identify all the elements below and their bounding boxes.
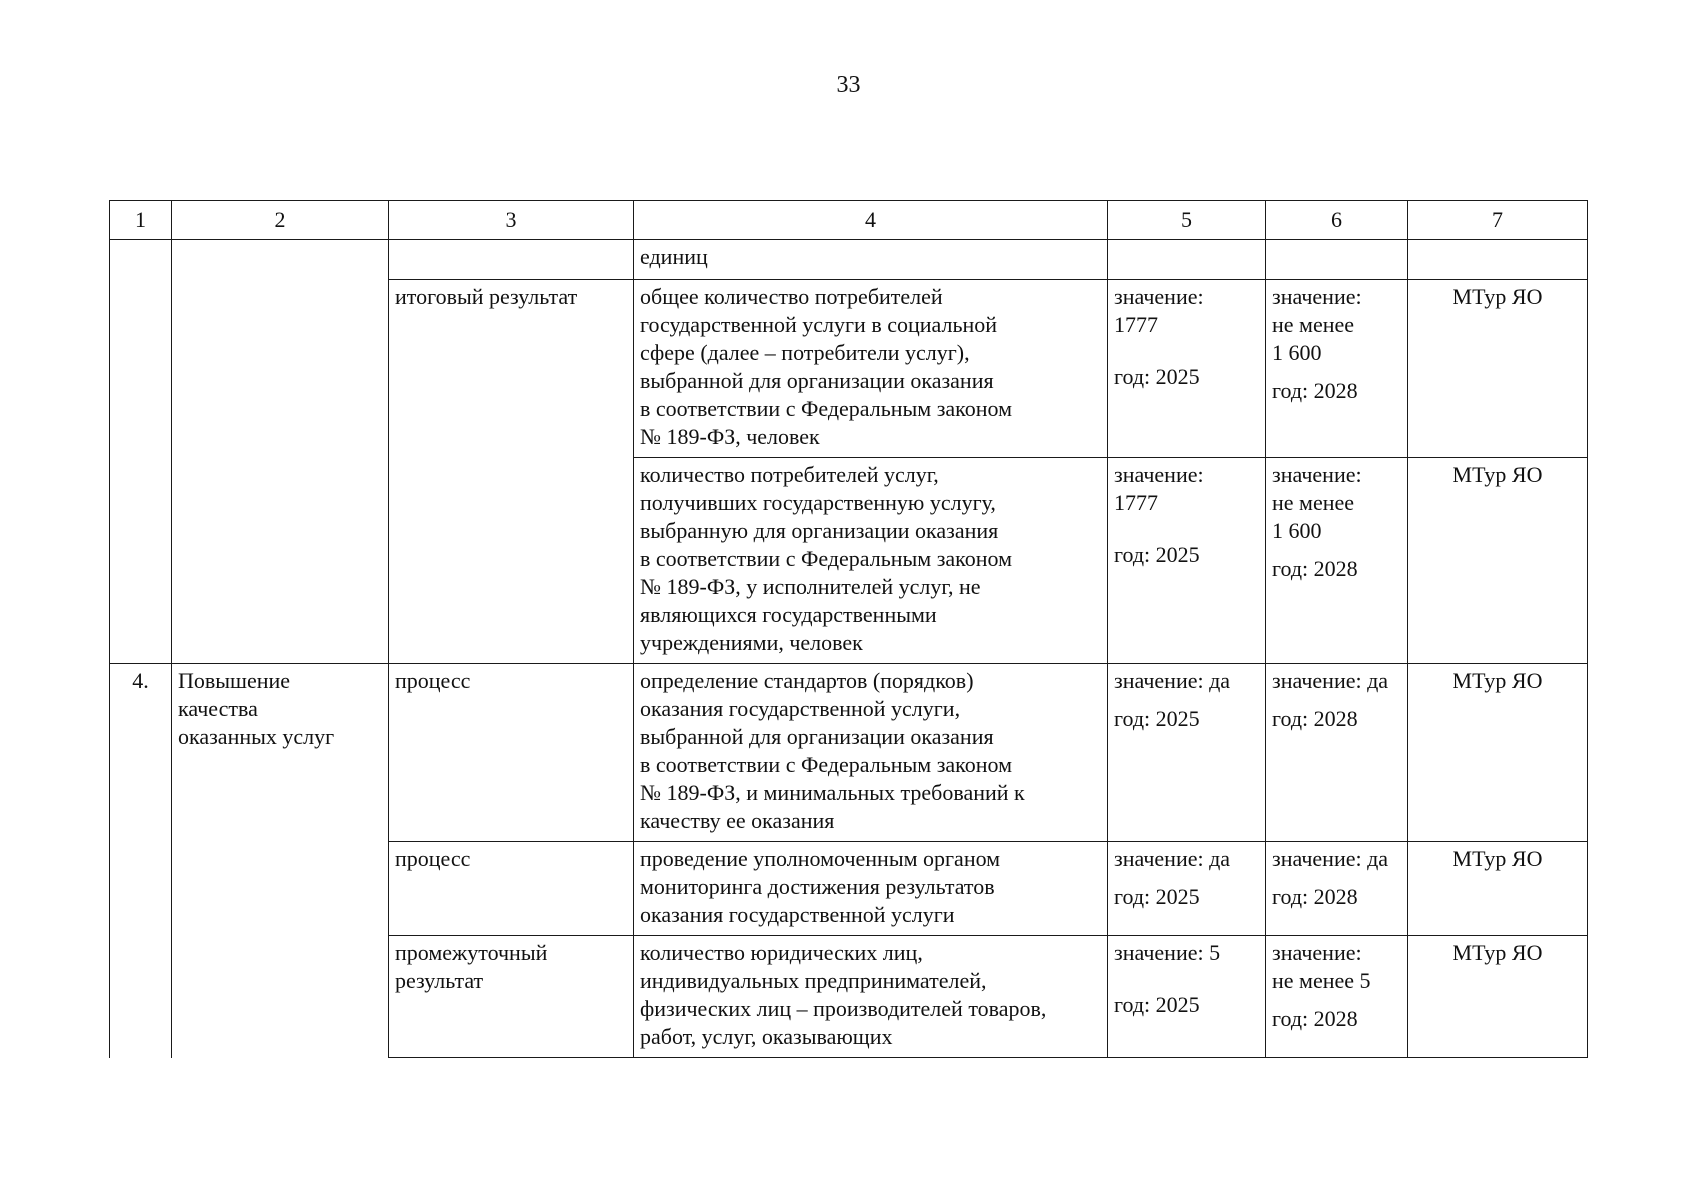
base-year: год: 2025 xyxy=(1114,884,1200,909)
base-value: значение: да xyxy=(1114,668,1231,693)
responsible-cell: МТур ЯО xyxy=(1408,842,1588,936)
target-cell xyxy=(1266,842,1408,936)
indicator-cell xyxy=(634,458,1108,664)
indicator-text: общее количество потребителей государственной услуги в социальной сфере (далее – потребители услуг), выбранной для организации оказания в соответствии с Федеральным законом № 189-ФЗ, человек xyxy=(640,284,1013,449)
type-cell xyxy=(389,280,634,664)
type-cell xyxy=(389,240,634,280)
indicator-text: количество потребителей услуг, получивших государственную услугу, выбранную для организации оказания в соответствии с Федеральным законом № 189-ФЗ, у исполнителей услуг, не являющихся государственными учреждениями, человек xyxy=(640,462,1013,655)
header-cell: 5 xyxy=(1108,201,1266,240)
target-value: значение: да xyxy=(1272,668,1389,693)
header-cell: 7 xyxy=(1408,201,1588,240)
table-row xyxy=(110,664,1588,842)
indicator-cell xyxy=(634,842,1108,936)
target-cell xyxy=(1266,280,1408,458)
target-cell xyxy=(1266,458,1408,664)
target-year: год: 2028 xyxy=(1272,1006,1358,1031)
indicator-text: определение стандартов (порядков) оказания государственной услуги, выбранной для организации оказания в соответствии с Федеральным законом № 189-ФЗ, и минимальных требований к качеству ее оказания xyxy=(640,668,1025,833)
base-cell xyxy=(1108,936,1266,1058)
base-cell xyxy=(1108,240,1266,280)
num-cell xyxy=(110,240,172,664)
header-cell: 4 xyxy=(634,201,1108,240)
target-value: значение: не менее 1 600 xyxy=(1272,284,1362,365)
base-year: год: 2025 xyxy=(1114,364,1200,389)
target-year: год: 2028 xyxy=(1272,884,1358,909)
target-value: значение: да xyxy=(1272,846,1389,871)
target-value: значение: не менее 5 xyxy=(1272,940,1371,993)
target-cell xyxy=(1266,240,1408,280)
header-cell: 2 xyxy=(172,201,389,240)
responsible-cell: МТур ЯО xyxy=(1408,664,1588,842)
type-cell: процесс xyxy=(389,664,634,842)
indicators-table xyxy=(109,200,1588,1058)
indicator-text: проведение уполномоченным органом мониторинга достижения результатов оказания государственной услуги xyxy=(640,846,1001,927)
responsible-cell: МТур ЯО xyxy=(1408,280,1588,458)
header-cell: 1 xyxy=(110,201,172,240)
type-cell xyxy=(389,936,634,1058)
indicator-cell: единиц xyxy=(634,240,1108,280)
base-value: значение: 1777 xyxy=(1114,462,1204,515)
responsible-cell xyxy=(1408,240,1588,280)
base-year: год: 2025 xyxy=(1114,542,1200,567)
type-text: промежуточный результат xyxy=(395,940,548,993)
header-cell: 6 xyxy=(1266,201,1408,240)
task-cell xyxy=(172,664,389,1058)
indicator-cell xyxy=(634,664,1108,842)
target-cell xyxy=(1266,664,1408,842)
type-text: итоговый результат xyxy=(395,284,578,309)
target-value: значение: не менее 1 600 xyxy=(1272,462,1362,543)
table-header-row xyxy=(110,201,1588,240)
type-cell: процесс xyxy=(389,842,634,936)
responsible-cell: МТур ЯО xyxy=(1408,936,1588,1058)
task-text: Повышение качества оказанных услуг xyxy=(178,668,335,749)
task-cell xyxy=(172,240,389,664)
base-cell xyxy=(1108,664,1266,842)
base-year: год: 2025 xyxy=(1114,706,1200,731)
num-cell: 4. xyxy=(110,664,172,1058)
header-cell: 3 xyxy=(389,201,634,240)
target-cell xyxy=(1266,936,1408,1058)
responsible-cell: МТур ЯО xyxy=(1408,458,1588,664)
base-value: значение: 5 xyxy=(1114,940,1221,965)
indicator-cell xyxy=(634,936,1108,1058)
target-year: год: 2028 xyxy=(1272,556,1358,581)
indicator-cell xyxy=(634,280,1108,458)
base-year: год: 2025 xyxy=(1114,992,1200,1017)
page-number: 33 xyxy=(836,72,861,98)
base-value: значение: да xyxy=(1114,846,1231,871)
target-year: год: 2028 xyxy=(1272,378,1358,403)
base-cell xyxy=(1108,458,1266,664)
table-row xyxy=(110,240,1588,280)
base-cell xyxy=(1108,280,1266,458)
base-value: значение: 1777 xyxy=(1114,284,1204,337)
base-cell xyxy=(1108,842,1266,936)
indicator-text: количество юридических лиц, индивидуальных предпринимателей, физических лиц – производителей товаров, работ, услуг, оказывающих xyxy=(640,940,1047,1049)
target-year: год: 2028 xyxy=(1272,706,1358,731)
